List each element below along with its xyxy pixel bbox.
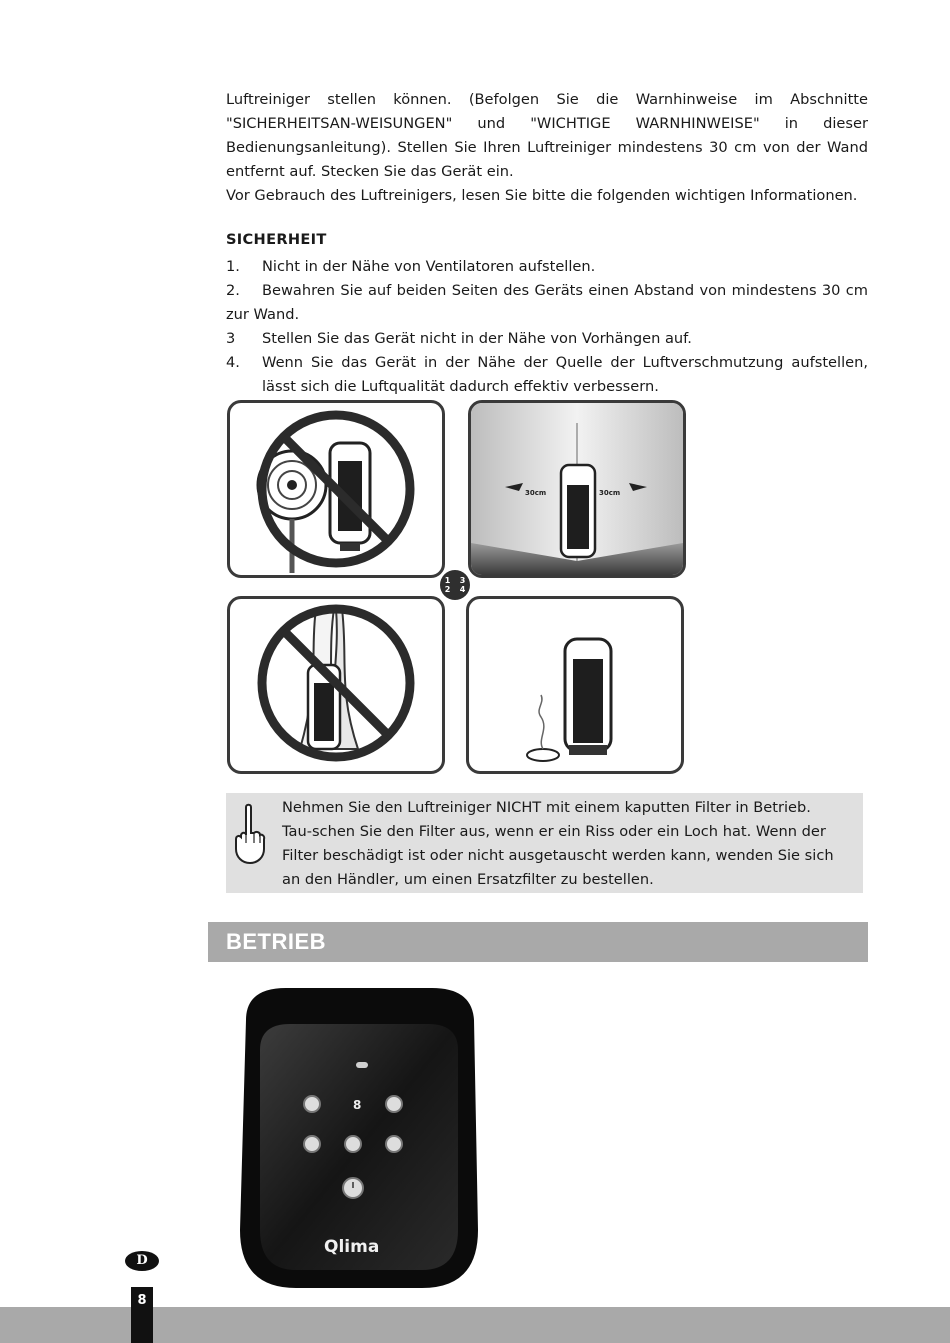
badge-number: 4 [459,585,466,594]
language-badge: D [125,1251,159,1271]
illustration-no-curtain [227,596,445,774]
list-item-text: Bewahren Sie auf beiden Seiten des Geräts einen Abstand von mindestens 30 cm zur Wand. [226,282,868,323]
badge-number: 1 [444,576,451,585]
note-text: Nehmen Sie den Luftreiniger NICHT mit einem kaputten Filter in Betrieb. Tau-schen Sie den Filter aus, wenn er ein Riss oder ein Loch hat. Wenn der Filter beschädigt ist oder nicht ausgetauscht werden kann, wenden Sie sich an den Händler, um einen Ersatzfilter zu bestellen. [282,799,834,888]
list-item-number: 2. [226,282,240,299]
page-number: 8 [137,1293,147,1308]
list-item-number: 1. [226,258,240,275]
list-item [226,327,868,351]
illustration-no-fan [227,400,445,578]
list-item [226,351,868,399]
illustration-wall-distance [468,400,686,578]
list-item [226,255,868,279]
device-control-panel [226,980,492,1296]
list-item-number: 4. [226,354,240,371]
distance-label-right: 30cm [599,489,621,497]
pointing-hand-icon [232,803,266,865]
distance-label-left: 30cm [525,489,547,497]
brand-logo: Qlima [324,1237,380,1257]
safety-heading: SICHERHEIT [226,231,327,248]
list-item-text: Stellen Sie das Gerät nicht in der Nähe von Vorhängen auf. [262,330,692,347]
badge-number: 2 [444,585,451,594]
before-use-paragraph: Vor Gebrauch des Luftreinigers, lesen Sie bitte die folgenden wichtigen Informationen. [226,187,858,204]
section-header [208,922,868,962]
list-item-number: 3 [226,330,236,347]
list-item [226,279,868,327]
intro-paragraph: Luftreiniger stellen können. (Befolgen Sie die Warnhinweise im Abschnitte "SICHERHEITSAN-WEISUNGEN" und "WICHTIGE WARNHINWEISE" in dieser Bedienungsanleitung). Stellen Sie Ihren Luftreiniger mindestens 30 cm von der Wand entfernt auf. Stecken Sie das Gerät ein. [226,91,868,180]
safety-list [226,255,868,399]
display-digit: 8 [353,1098,362,1112]
section-title: BETRIEB [226,929,327,954]
badge-number: 3 [459,576,466,585]
quadrant-badge [440,570,470,600]
page-number-box [131,1287,153,1343]
list-item-text: Nicht in der Nähe von Ventilatoren aufstellen. [262,258,596,275]
warning-note [226,793,863,893]
list-item-text: Wenn Sie das Gerät in der Nähe der Quelle der Luftverschmutzung aufstellen, lässt sich die Luftqualität dadurch effektiv verbessern. [262,354,868,395]
illustration-pollution-source [466,596,684,774]
